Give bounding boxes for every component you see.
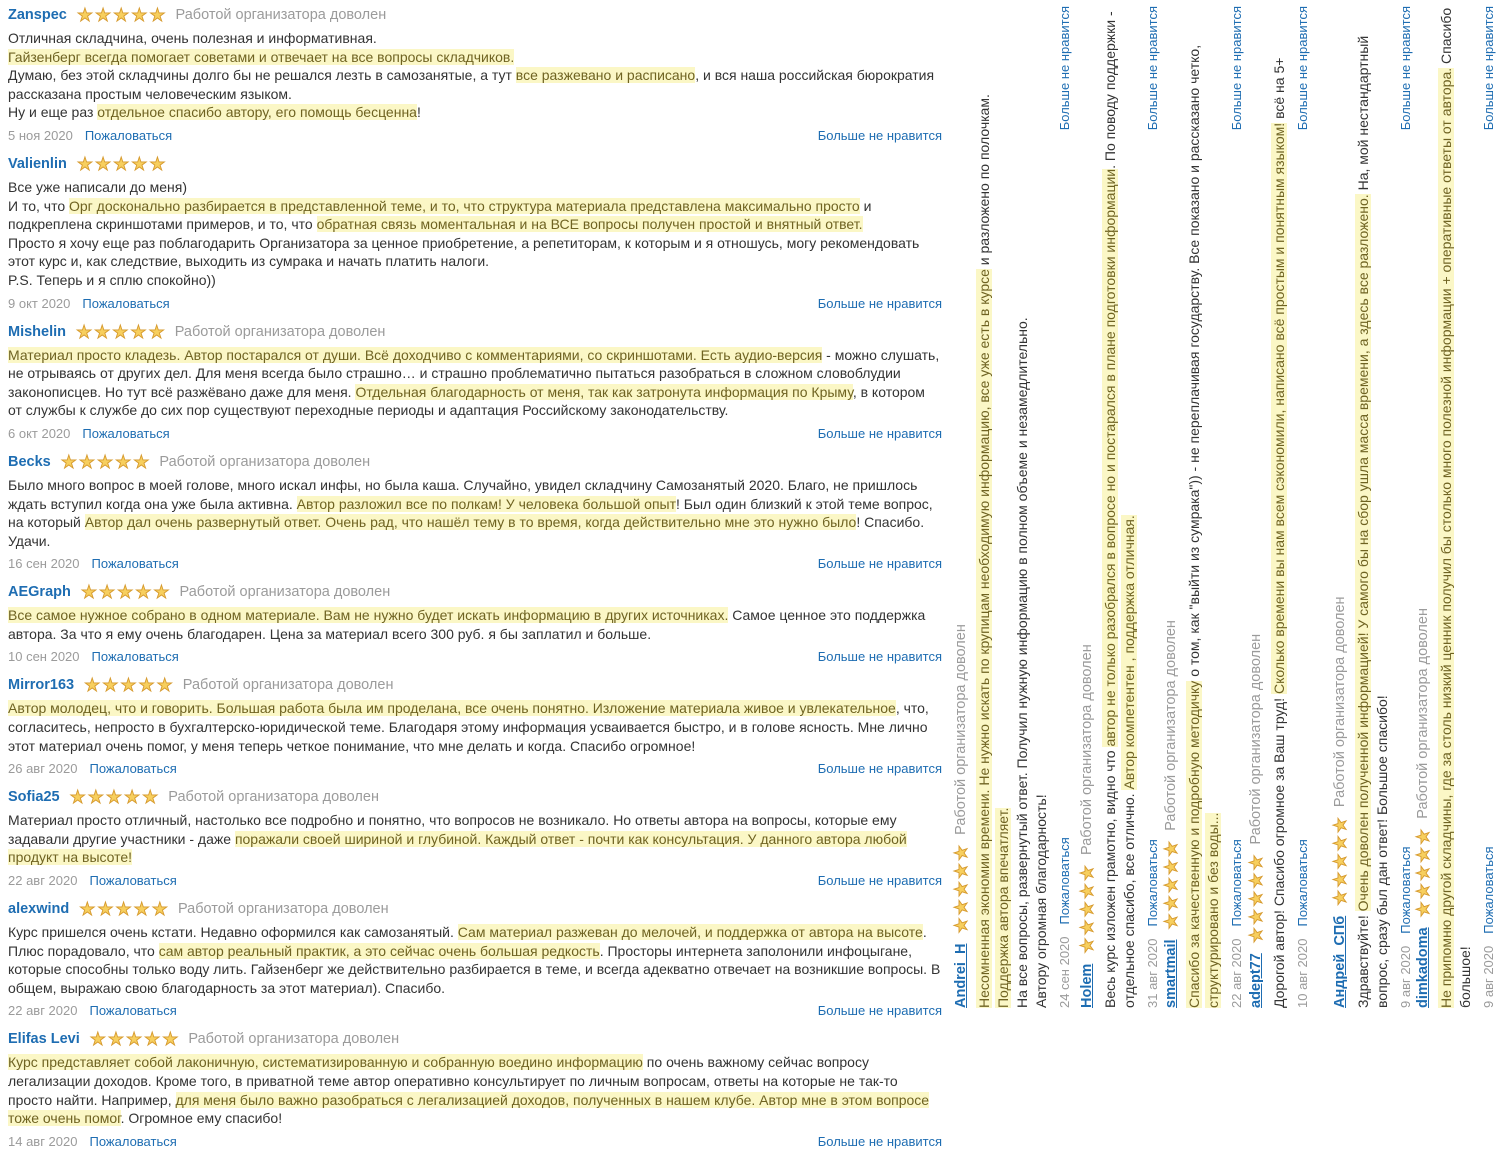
review-item: [8, 451, 942, 572]
highlighted-text: Спасибо за качественную и подробную методичку: [1186, 680, 1202, 1008]
plain-text: Курс пришелся очень кстати. Недавно оформился как самозанятый.: [8, 924, 458, 941]
review-date: 26 авг 2020: [8, 761, 78, 777]
star-rating-icon: ★★★★★: [60, 451, 152, 472]
review-username-link[interactable]: Sofia25: [8, 789, 60, 806]
review-text: [8, 811, 942, 867]
review-header: [1245, 6, 1267, 1008]
review-header: [1329, 6, 1351, 1008]
star-rating-icon: ★★★★★: [1077, 862, 1097, 954]
review-username-link[interactable]: Mirror163: [8, 677, 75, 694]
review-paragraph: [975, 6, 994, 1008]
plain-text: На, мой нестандартный вопрос, сразу был дан ответ! Большое спасибо!: [1355, 35, 1390, 1008]
report-link[interactable]: Пожаловаться: [1295, 839, 1310, 927]
review-date: 22 авг 2020: [8, 873, 78, 889]
highlighted-text: Сколько времени вы нам всем сэкономили, написано всё простым и понятным языком!: [1271, 122, 1287, 695]
star-rating-icon: ★★★★★: [80, 582, 172, 603]
review-date: 24 сен 2020: [1057, 936, 1072, 1008]
plain-text: Весь курс изложен грамотно, видно что: [1102, 746, 1118, 1008]
plain-text: Автору огромная благодарность!: [1033, 794, 1049, 1008]
review-item: [8, 898, 942, 1019]
report-link[interactable]: Пожаловаться: [1481, 846, 1496, 934]
review-item: [8, 674, 942, 777]
review-username-link[interactable]: smartmail: [1163, 939, 1179, 1008]
plain-text: ! Был один близкий к этой теме вопрос, на который: [8, 495, 933, 531]
highlighted-text: отдельное спасибо автору, его помощь бесценна: [97, 104, 417, 121]
review-username-link[interactable]: Holem: [1079, 963, 1095, 1008]
review-item: [8, 581, 942, 665]
unlike-link[interactable]: Больше не нравится: [817, 295, 942, 311]
unlike-link[interactable]: Больше не нравится: [817, 761, 942, 777]
review-text: [8, 476, 942, 550]
review-username-link[interactable]: Zanspec: [8, 7, 67, 23]
review-status-label: Работой организатора доволен: [175, 7, 387, 23]
highlighted-text: Гайзенберг всегда помогает советами и отвечает на все вопросы складчиков.: [8, 48, 515, 65]
review-item: [1160, 6, 1245, 1008]
review-footer: [8, 760, 942, 777]
report-link[interactable]: Пожаловаться: [1057, 837, 1072, 925]
highlighted-text: Несомненная экономии времени. Не нужно искать по крупицам необходимую информацию, все уже есть в курсе: [976, 269, 992, 1008]
report-link[interactable]: Пожаловаться: [89, 873, 177, 889]
highlighted-text: Сам материал разжеван до мелочей, и поддержка от автора на высоте: [457, 924, 923, 941]
report-link[interactable]: Пожаловаться: [91, 556, 179, 572]
star-rating-icon: ★★★★★: [1161, 838, 1181, 930]
review-text: [8, 1053, 942, 1127]
rotated-review-content: [1245, 6, 1311, 1008]
review-footer: [8, 1002, 942, 1019]
highlighted-text: автор не только разобрался в вопросе но и постарался в плане подготовки информации: [1102, 168, 1118, 747]
highlighted-text: Не припомню другой складчины, где за столь низкий ценник получил бы столько много полезной информации + оперативные ответы от автора.: [1438, 67, 1454, 1008]
plain-text: Все уже написали до меня): [8, 178, 188, 195]
report-link[interactable]: Пожаловаться: [89, 1003, 177, 1019]
star-rating-icon: ★★★★★: [79, 899, 170, 920]
review-header: [1412, 6, 1434, 1008]
review-paragraph: [1270, 6, 1289, 1008]
review-status-label: Работой организатора доволен: [1079, 644, 1095, 855]
review-item: [8, 321, 942, 442]
star-rating-icon: ★★★★★: [69, 787, 161, 808]
star-rating-icon: ★★★★★: [951, 842, 971, 934]
highlighted-text: поражали своей шириной и глубиной. Каждый ответ - почти как консультация. У данного автора любой продукт на высоте!: [8, 830, 907, 866]
review-username-link[interactable]: AEGraph: [8, 584, 71, 601]
review-status-label: Работой организатора доволен: [179, 584, 391, 601]
plain-text: о том, как "выйти из сумрака")) - не переплачивая государству. Все показано и рассказано четко,: [1186, 44, 1202, 681]
plain-text: P.S. Теперь и я сплю спокойно)): [8, 271, 216, 288]
review-item: [1076, 6, 1161, 1008]
plain-text: Ну и еще раз: [8, 104, 98, 121]
review-date: 10 сен 2020: [8, 649, 80, 665]
highlighted-text: структурировано и без воды...: [1205, 812, 1221, 1008]
review-status-label: Работой организатора доволен: [953, 624, 969, 835]
review-header: [8, 4, 942, 26]
plain-text: Дорогой автор! Спасибо огромное за Ваш труд!: [1271, 694, 1287, 1008]
review-footer: [8, 127, 942, 144]
rotated-review-content: [1076, 6, 1161, 1008]
review-footer: [8, 648, 942, 665]
review-status-label: Работой организатора доволен: [182, 677, 394, 694]
rotated-review-content: [1329, 6, 1414, 1008]
review-paragraph: [8, 103, 942, 122]
review-date: 5 ноя 2020: [8, 127, 73, 143]
highlighted-text: Материал просто кладезь. Автор постарался от души. Всё доходчиво с комментариями, со скриншотами. Есть аудио-версия: [8, 346, 823, 363]
highlighted-text: Автор компетентен , поддержка отличная.: [1121, 515, 1137, 790]
highlighted-text: Автор молодец, что и говорить. Большая работа была им проделана, все очень понятно. Изложение материала живое и увлекательное: [8, 700, 896, 717]
rotated-review-content: [1412, 6, 1497, 1008]
review-item: [8, 153, 942, 312]
review-paragraph: [8, 923, 942, 997]
unlike-link[interactable]: Больше не нравится: [817, 649, 942, 665]
unlike-link[interactable]: Больше не нравится: [1229, 6, 1244, 131]
review-footer: [1056, 6, 1073, 1008]
review-status-label: Работой организатора доволен: [168, 789, 379, 806]
review-status-label: Работой организатора доволен: [1332, 596, 1348, 808]
unlike-link[interactable]: Больше не нравится: [1398, 6, 1413, 131]
review-status-label: Работой организатора доволен: [1248, 633, 1264, 845]
review-header: [8, 786, 942, 808]
review-footer: [1294, 6, 1311, 1008]
highlighted-text: Поддержка автора впечатляет.: [995, 807, 1011, 1008]
review-status-label: Работой организатора доволен: [174, 323, 386, 340]
review-date: 10 авг 2020: [1295, 938, 1310, 1008]
review-username-link[interactable]: Andrei_H: [953, 943, 969, 1008]
report-link[interactable]: Пожаловаться: [91, 649, 179, 665]
report-link[interactable]: Пожаловаться: [1398, 846, 1413, 934]
review-paragraph: [1032, 6, 1051, 1008]
plain-text: Думаю, без этой складчины долго бы не решался лезть в самозанятые, а тут: [8, 67, 516, 84]
review-text: [8, 29, 942, 122]
unlike-link[interactable]: Больше не нравится: [817, 425, 942, 441]
review-header: [1076, 6, 1098, 1008]
star-rating-icon: ★★★★★: [1330, 815, 1350, 906]
review-item: [8, 786, 942, 889]
review-paragraph: [8, 606, 942, 643]
rotated-review-column: [1245, 0, 1329, 1010]
plain-text: и подкреплена скриншотами примеров, и то, что: [8, 197, 872, 233]
rotated-review-content: [1160, 6, 1245, 1008]
review-status-label: Работой организатора доволен: [159, 453, 371, 470]
plain-text: !: [416, 104, 421, 121]
report-link[interactable]: Пожаловаться: [1229, 839, 1244, 927]
highlighted-text: Все самое нужное собрано в одном материале. Вам не нужно будет искать информацию в других источниках.: [8, 607, 729, 624]
review-footer: [1480, 6, 1497, 1008]
report-link[interactable]: Пожаловаться: [89, 1133, 177, 1149]
unlike-link[interactable]: Больше не нравится: [817, 1133, 942, 1149]
star-rating-icon: ★★★★★: [1413, 826, 1433, 918]
plain-text: Самое ценное это поддержка автора. За что я ему очень благодарен. Цена за материал всего 300 руб. я бы заплатил и больше.: [8, 607, 926, 642]
review-paragraph: [8, 178, 942, 197]
review-paragraph: [8, 197, 942, 234]
rotated-review-column: [1160, 0, 1245, 1010]
highlighted-text: Автор разложил все по полкам! У человека большой опыт: [296, 495, 677, 512]
plain-text: Материал просто отличный, настолько все подробно и понятно, что вопросов не возникало. Но ответы автора на вопросы, которые ему задавали другие участники - даже: [8, 812, 897, 847]
review-header: [950, 6, 972, 1008]
review-paragraph: [8, 271, 942, 290]
review-paragraph: [1354, 6, 1392, 1008]
rotated-review-column: [1329, 0, 1412, 1010]
unlike-link[interactable]: Больше не нравится: [817, 1003, 942, 1019]
review-footer: [1228, 6, 1245, 1008]
unlike-link[interactable]: Больше не нравится: [1145, 6, 1160, 131]
plain-text: . Просторы интернета заполонили инфоцыгане, которые способны только воду лить. Гайзенберг же действительно разбирается в теме, и всегда адекватно отвечает на возникшие вопросы. В общем, выражаю свою благодарность за этот материал). Спасибо.: [8, 942, 941, 996]
review-date: 31 авг 2020: [1145, 938, 1160, 1008]
review-footer: [8, 425, 942, 442]
plain-text: Здравствуйте!: [1355, 911, 1371, 1008]
report-link[interactable]: Пожаловаться: [89, 761, 177, 777]
review-item: [1412, 6, 1497, 1008]
review-paragraph: [1185, 6, 1223, 1008]
review-date: 22 авг 2020: [1229, 938, 1244, 1008]
review-username-link[interactable]: Valienlin: [8, 155, 67, 172]
review-date: 16 сен 2020: [8, 556, 80, 572]
plain-text: . Огромное ему спасибо!: [120, 1110, 283, 1127]
review-footer: [8, 555, 942, 572]
review-paragraph: [8, 476, 942, 550]
review-username-link[interactable]: dimkadoma: [1415, 927, 1431, 1008]
review-text: [8, 699, 942, 755]
rotated-review-column: [1412, 0, 1497, 1010]
star-rating-icon: ★★★★★: [76, 153, 168, 174]
plain-text: . По поводу поддержки - отдельное спасибо, все отлично.: [1102, 11, 1137, 1008]
highlighted-text: обратная связь моментальная и на ВСЕ вопросы получен простой и внятный ответ.: [316, 216, 863, 233]
plain-text: , в котором от службы к службе до сих пор существуют переходные периоды и адаптация Российскому законодательству.: [8, 383, 925, 419]
review-username-link[interactable]: alexwind: [8, 901, 70, 918]
review-text: [1437, 6, 1475, 1008]
unlike-link[interactable]: Больше не нравится: [817, 873, 942, 889]
review-text: [8, 178, 942, 290]
review-status-label: Работой организатора доволен: [177, 901, 389, 918]
review-date: 22 авг 2020: [8, 1003, 78, 1019]
review-text: [8, 606, 942, 643]
plain-text: На все вопросы, развернутый ответ. Получил нужную информацию в полном объеме и незамедлительно.: [1014, 317, 1030, 1008]
review-header: [8, 321, 942, 343]
review-text: [1101, 6, 1139, 1008]
review-text: [1354, 6, 1392, 1008]
review-status-label: Работой организатора доволен: [1415, 608, 1431, 819]
review-paragraph: [8, 1053, 942, 1127]
review-username-link[interactable]: Mishelin: [8, 323, 67, 340]
star-rating-icon: ★★★★★: [76, 5, 168, 25]
review-item: [8, 1028, 942, 1149]
review-paragraph: [8, 699, 942, 755]
review-footer: [8, 872, 942, 889]
review-date: 9 авг 2020: [1481, 945, 1496, 1008]
plain-text: по очень важному сейчас вопросу легализации доходов. Кроме того, в приватной теме автор оперативно консультирует по личным вопросам, ответы на которые не так-то просто найти. Например,: [8, 1054, 898, 1108]
review-paragraph: [8, 29, 942, 48]
review-footer: [8, 295, 942, 312]
plain-text: , что, согласитесь, непросто в бухгалтерско-юридической теме. Благодаря этому информация усваивается быстро, и в голове ясность. Мне лично этот материал очень помог, у меня теперь четкое понимание, что мне делать и когда. Спасибо огромное!: [8, 700, 929, 754]
highlighted-text: Курс представляет собой лаконичную, систематизированную и собранную воедино информацию: [8, 1054, 643, 1071]
plain-text: Отличная складчина, очень полезная и информативная.: [8, 30, 377, 46]
review-text: [1185, 6, 1223, 1008]
highlighted-text: для меня было важно разобраться с легализацией доходов, полученных в нашем клубе. Автор мне в этом вопросе тоже очень помог: [8, 1091, 930, 1127]
highlighted-text: Очень доволен полученной информацией! У самого бы на сбор ушла масса времени, а здесь все разложено.: [1355, 194, 1371, 912]
review-date: 9 окт 2020: [8, 295, 71, 311]
review-username-link[interactable]: Becks: [8, 453, 51, 470]
highlighted-text: сам автор реальный практик, а это сейчас очень большая редкость: [158, 942, 600, 959]
review-status-label: Работой организатора доволен: [1163, 620, 1179, 831]
plain-text: всё на 5+: [1271, 57, 1287, 123]
review-paragraph: [8, 66, 942, 103]
plain-text: . Плюс порадовало, что: [8, 924, 927, 959]
review-date: 6 окт 2020: [8, 425, 71, 441]
review-header: [8, 581, 942, 603]
review-paragraph: [1437, 6, 1475, 1008]
review-header: [8, 451, 942, 473]
review-footer: [1144, 6, 1161, 1008]
review-header: [8, 674, 942, 696]
review-text: [1270, 6, 1289, 1008]
review-text: [975, 6, 1051, 1008]
review-date: 9 авг 2020: [1398, 945, 1413, 1008]
review-paragraph: [8, 346, 942, 420]
unlike-link[interactable]: Больше не нравится: [1295, 6, 1310, 131]
review-header: [8, 153, 942, 175]
review-date: 14 авг 2020: [8, 1133, 78, 1149]
plain-text: Просто я хочу еще раз поблагодарить Организатора за ценное приобретение, а репетиторам, к которым и я отношусь, могу рекомендовать этот курс и, как следствие, выходить из сумрака и начать платить налоги.: [8, 234, 920, 270]
highlighted-text: Отдельная благодарность от меня, так как затронута информация по Крыму: [355, 383, 853, 400]
review-paragraph: [994, 6, 1013, 1008]
plain-text: И то, что: [8, 197, 69, 214]
report-link[interactable]: Пожаловаться: [84, 127, 173, 143]
review-text: [8, 923, 942, 997]
plain-text: Было много вопрос в моей голове, много искал инфы, но была каша. Случайно, увидел складчину Самозанятый 2020. Благо, не пришлось ждать вступил когда она уже была активна.: [8, 476, 918, 512]
review-paragraph: [8, 811, 942, 867]
rotated-review-content: [950, 6, 1073, 1008]
review-username-link[interactable]: Elifas Levi: [8, 1031, 80, 1048]
highlighted-text: Орг досконально разбирается в представленной теме, и то, что структура материала представлена максимально просто: [69, 197, 860, 214]
rotated-review-column: [1076, 0, 1160, 1010]
rotated-review-column: [950, 0, 1076, 1010]
review-paragraph: [8, 48, 942, 67]
unlike-link[interactable]: Больше не нравится: [817, 127, 942, 143]
review-paragraph: [8, 234, 942, 271]
report-link[interactable]: Пожаловаться: [1145, 839, 1160, 927]
report-link[interactable]: Пожаловаться: [82, 425, 170, 441]
review-item: [8, 4, 942, 144]
review-paragraph: [1013, 6, 1032, 1008]
reviews-list: [8, 4, 942, 1159]
plain-text: - можно слушать, не отрываясь от других дел. Для меня всегда было страшно… и страшно проблематично пытаться разобраться в сложном словоблудии законописцев. Но тут всё разжёвано даже для меня.: [8, 346, 940, 400]
plain-text: ! Спасибо. Удачи.: [8, 514, 925, 549]
review-header: [8, 1028, 942, 1050]
review-text: [8, 346, 942, 420]
review-status-label: Работой организатора доволен: [188, 1031, 400, 1048]
review-username-link[interactable]: adept77: [1248, 953, 1264, 1008]
plain-text: и разложено по полочкам.: [976, 94, 992, 270]
review-item: [1245, 6, 1311, 1008]
star-rating-icon: ★★★★★: [76, 321, 167, 342]
highlighted-text: Автор дал очень развернутый ответ. Очень рад, что нашёл тему в то время, когда действительно мне это нужно было: [84, 514, 857, 531]
review-paragraph: [1101, 6, 1139, 1008]
unlike-link[interactable]: Больше не нравится: [817, 556, 942, 572]
unlike-link[interactable]: Больше не нравится: [1481, 6, 1496, 131]
star-rating-icon: ★★★★★: [89, 1029, 181, 1050]
review-username-link[interactable]: Андрей_СПб: [1332, 915, 1348, 1008]
review-item: [950, 6, 1073, 1008]
plain-text: Спасибо большое!: [1438, 7, 1473, 1008]
review-footer: [8, 1133, 942, 1150]
review-header: [8, 898, 942, 920]
plain-text: , и вся наша российская бюрократия рассказана простым человеческим языком.: [8, 67, 935, 102]
star-rating-icon: ★★★★★: [1246, 852, 1266, 944]
highlighted-text: все разжевано и расписано: [515, 67, 696, 84]
star-rating-icon: ★★★★★: [84, 675, 175, 696]
report-link[interactable]: Пожаловаться: [82, 295, 170, 311]
unlike-link[interactable]: Больше не нравится: [1057, 6, 1072, 131]
review-item: [1329, 6, 1414, 1008]
review-header: [1160, 6, 1182, 1008]
